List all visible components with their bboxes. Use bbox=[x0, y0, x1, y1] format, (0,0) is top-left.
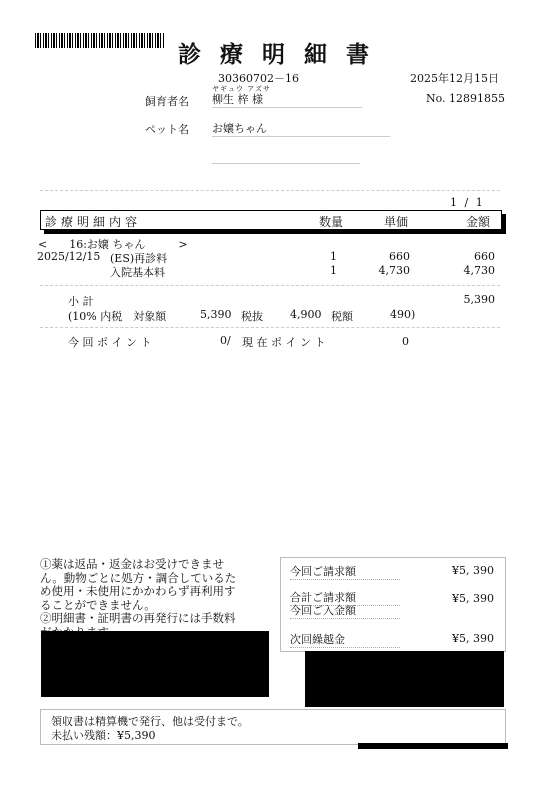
item-amount: 660 bbox=[474, 250, 495, 263]
receipt-number: No. 12891855 bbox=[426, 92, 506, 105]
page-indicator: 1 / 1 bbox=[450, 196, 485, 209]
item-unit: 660 bbox=[389, 250, 410, 263]
paid-label: 今回ご入金額 bbox=[290, 602, 400, 619]
tax-ex-label: 税抜 bbox=[241, 310, 263, 323]
carry-label: 次回繰越金 bbox=[290, 631, 400, 648]
total-bill-amount: ¥5, 390 bbox=[452, 592, 494, 605]
table-header bbox=[40, 210, 502, 230]
total-bill-label: 合計ご請求額 bbox=[290, 589, 400, 606]
item-qty: 1 bbox=[330, 250, 337, 263]
owner-label: 飼育者名 bbox=[145, 95, 189, 108]
current-points: 0/ bbox=[220, 334, 231, 347]
item-qty: 1 bbox=[330, 264, 337, 277]
pet-label: ペット名 bbox=[145, 123, 189, 136]
item-name: 入院基本料 bbox=[110, 266, 165, 279]
issue-date: 2025年12月15日 bbox=[410, 72, 499, 85]
item-unit: 4,730 bbox=[378, 264, 410, 277]
bill-amount: ¥5, 390 bbox=[452, 564, 494, 577]
now-points: 0 bbox=[402, 335, 409, 348]
divider bbox=[40, 190, 500, 191]
tax-target-label: (10% 内税 対象額 bbox=[68, 310, 167, 323]
tax-label: 税額 bbox=[331, 310, 353, 323]
item-name: (ES)再診料 bbox=[110, 252, 168, 265]
document-title: 診療明細書 bbox=[178, 41, 388, 68]
divider bbox=[40, 327, 500, 328]
footer-box bbox=[40, 709, 506, 745]
col-qty: 数量 bbox=[319, 215, 344, 229]
redaction-block bbox=[41, 631, 269, 697]
redaction-strip bbox=[358, 743, 508, 749]
subtotal-label: 小 計 bbox=[68, 295, 94, 308]
now-points-label: 現 在 ポ イ ン ト bbox=[242, 336, 326, 349]
owner-ruby: ヤギュウ アズサ bbox=[212, 85, 271, 93]
owner-name: 柳生 梓 様 bbox=[212, 91, 362, 108]
tax-amount: 490) bbox=[390, 308, 416, 321]
tax-ex: 4,900 bbox=[290, 308, 322, 321]
blank-line bbox=[212, 163, 360, 164]
divider bbox=[40, 285, 500, 286]
notice-text-1: ①薬は返品・返金はお受けできません。動物ごとに処方・調合しているため使用・未使用にかかわらず再利用することができません。 bbox=[40, 557, 237, 612]
col-desc: 診療明細内容 bbox=[45, 215, 142, 229]
record-code: 30360702－16 bbox=[218, 72, 299, 85]
pet-line: < 16:お嬢 ちゃん > bbox=[38, 238, 188, 251]
bill-label: 今回ご請求額 bbox=[290, 563, 400, 580]
carry-amount: ¥5, 390 bbox=[452, 632, 494, 645]
current-points-label: 今 回 ポ イ ン ト bbox=[68, 336, 152, 349]
footer-line-1: 領収書は精算機で発行、他は受付まで。 bbox=[51, 715, 249, 728]
subtotal-amount: 5,390 bbox=[463, 293, 495, 306]
footer-line-2: 未払い残額：¥5,390 bbox=[51, 729, 156, 742]
pet-name: お嬢ちゃん bbox=[212, 120, 390, 137]
notice-text-2: ②明細書・証明書の再発行には手数料 bbox=[40, 611, 236, 625]
item-amount: 4,730 bbox=[463, 264, 495, 277]
visit-date: 2025/12/15 bbox=[37, 250, 101, 263]
col-amount: 金額 bbox=[466, 215, 491, 229]
tax-target: 5,390 bbox=[200, 308, 232, 321]
col-unit: 単価 bbox=[384, 215, 409, 229]
barcode bbox=[35, 33, 165, 48]
redaction-block bbox=[305, 651, 504, 707]
